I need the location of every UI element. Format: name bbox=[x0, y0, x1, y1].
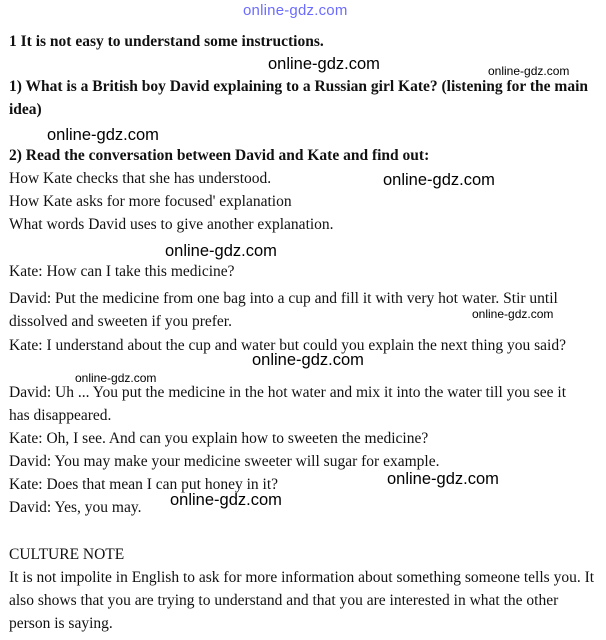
findout-item: How Kate checks that she has understood. bbox=[9, 170, 272, 187]
dialogue-line: Kate: I understand about the cup and water but could you explain the next thing you said? bbox=[9, 337, 566, 354]
culture-note-text: It is not impolite in English to ask for more information about something someone tells you. It also shows that you are trying to understand and that you are interested in what the other person is saying. bbox=[9, 569, 595, 632]
watermark: online-gdz.com bbox=[472, 307, 554, 321]
dialogue-line: David: Uh ... You put the medicine in the hot water and mix it into the water till you see it has disappeared. bbox=[9, 384, 567, 424]
watermark: online-gdz.com bbox=[170, 491, 282, 509]
watermark: online-gdz.com bbox=[165, 242, 277, 260]
findout-item: How Kate asks for more focused' explanation bbox=[9, 193, 292, 210]
dialogue-line: David: Yes, you may. bbox=[9, 499, 142, 516]
exercise-heading: 1 It is not easy to understand some instructions. bbox=[9, 33, 324, 50]
watermark: online-gdz.com bbox=[47, 126, 159, 144]
findout-item: What words David uses to give another explanation. bbox=[9, 216, 334, 233]
dialogue-line: Kate: How can I take this medicine? bbox=[9, 263, 235, 280]
watermark: online-gdz.com bbox=[383, 171, 495, 189]
dialogue-line: Kate: Does that mean I can put honey in it? bbox=[9, 476, 279, 493]
culture-note-title: CULTURE NOTE bbox=[9, 546, 125, 563]
watermark: online-gdz.com bbox=[387, 470, 499, 488]
dialogue-line: David: You may make your medicine sweeter will sugar for example. bbox=[9, 453, 440, 470]
task-1: 1) What is a British boy David explaining to a Russian girl Kate? (listening for the main idea) bbox=[9, 78, 589, 118]
header-watermark: online-gdz.com bbox=[243, 2, 348, 19]
watermark: online-gdz.com bbox=[75, 371, 157, 385]
dialogue-line: Kate: Oh, I see. And can you explain how to sweeten the medicine? bbox=[9, 430, 429, 447]
watermark: online-gdz.com bbox=[252, 351, 364, 369]
dialogue-line: David: Put the medicine from one bag into a cup and fill it with very hot water. Stir until dissolved and sweeten if you prefer. bbox=[9, 290, 558, 330]
watermark: online-gdz.com bbox=[488, 64, 570, 78]
task-2: 2) Read the conversation between David and Kate and find out: bbox=[9, 147, 430, 164]
watermark: online-gdz.com bbox=[268, 55, 380, 73]
